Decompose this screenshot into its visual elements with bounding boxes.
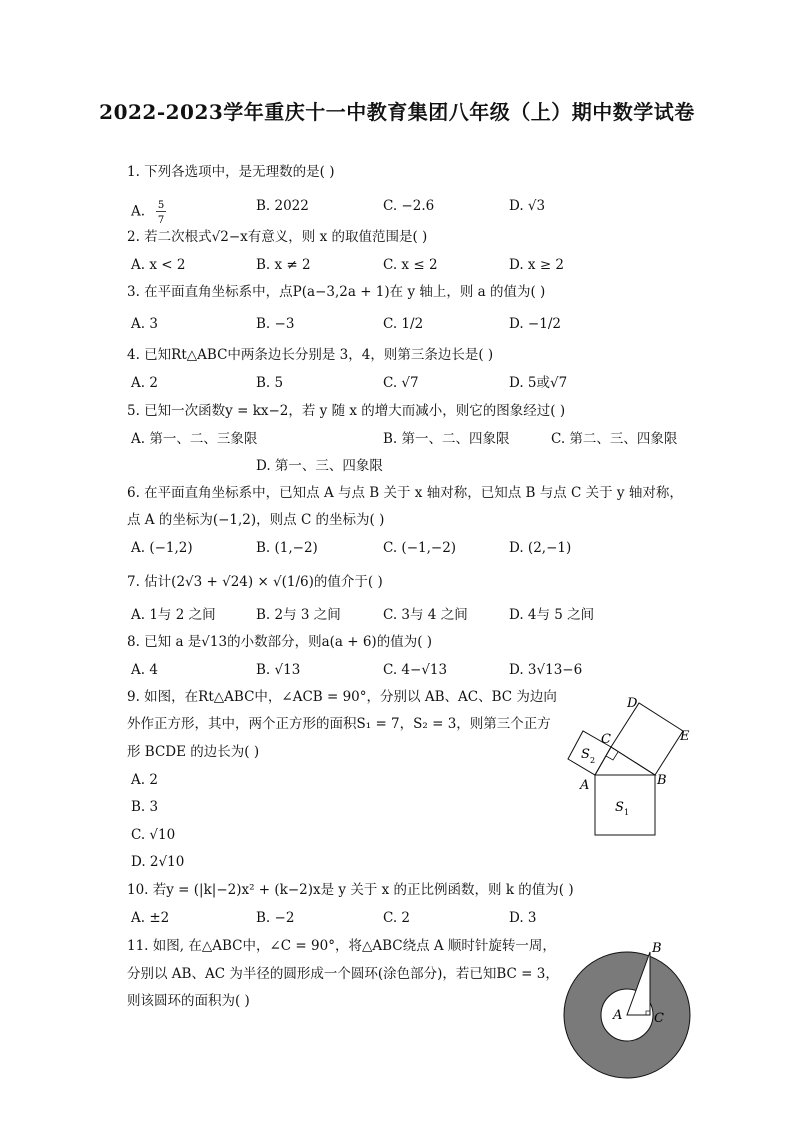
q1-option-c[interactable]: C. −2.6 [383, 198, 435, 214]
label-c: C [601, 732, 611, 747]
q9-option-a[interactable]: A. 2 [131, 772, 158, 788]
question-6-stem-line2: 点 A 的坐标为(−1,2)，则点 C 的坐标为( ) [127, 512, 385, 528]
svg-text:5: 5 [157, 200, 164, 211]
q6-option-b[interactable]: B. (1,−2) [256, 540, 318, 556]
question-8-stem: 8. 已知 a 是√13的小数部分，则a(a + 6)的值为( ) [127, 634, 433, 650]
q8-option-a[interactable]: A. 4 [131, 662, 158, 678]
q4-option-c[interactable]: C. √7 [383, 375, 419, 391]
label-c-2: C [654, 1011, 664, 1026]
q1-fraction [154, 197, 168, 227]
label-s1-sub: 1 [624, 808, 630, 817]
question-10-stem: 10. 若y = (|k|−2)x² + (k−2)x是 y 关于 x 的正比例函数，则 k 的值为( ) [127, 882, 574, 898]
question-9-stem-line2: 外作正方形，其中，两个正方形的面积S₁ = 7，S₂ = 3，则第三个正方 [127, 716, 551, 732]
question-9-stem-line3: 形 BCDE 的边长为( ) [127, 744, 260, 760]
q6-option-c[interactable]: C. (−1,−2) [383, 540, 457, 556]
q7-option-a[interactable]: A. 1与 2 之间 [131, 607, 216, 623]
q5-option-a[interactable]: A. 第一、二、三象限 [131, 431, 258, 447]
q9-option-b[interactable]: B. 3 [131, 799, 159, 815]
q6-option-d[interactable]: D. (2,−1) [509, 540, 572, 556]
q8-option-b[interactable]: B. √13 [256, 662, 301, 678]
question-3-stem: 3. 在平面直角坐标系中，点P(a−3,2a + 1)在 y 轴上，则 a 的值为( ) [127, 284, 546, 300]
q2-option-a[interactable]: A. x < 2 [131, 257, 186, 273]
question-9-stem-line1: 9. 如图，在Rt△ABC中，∠ACB = 90°，分别以 AB、AC、BC 为边向 [127, 689, 557, 705]
label-s2: S [581, 747, 590, 762]
q4-option-a[interactable]: A. 2 [131, 375, 158, 391]
q2-option-b[interactable]: B. x ≠ 2 [256, 257, 311, 273]
q11-figure-annulus [560, 940, 700, 1090]
question-2-stem: 2. 若二次根式√2−x有意义，则 x 的取值范围是( ) [127, 229, 428, 245]
label-d: D [627, 696, 638, 711]
exam-title: 2022-2023学年重庆十一中教育集团八年级（上）期中数学试卷 [99, 100, 695, 124]
question-7-stem: 7. 估计(2√3 + √24) × √(1/6)的值介于( ) [127, 574, 383, 590]
q2-option-d[interactable]: D. x ≥ 2 [509, 257, 565, 273]
label-s2-sub: 2 [590, 756, 596, 765]
q10-option-c[interactable]: C. 2 [383, 910, 411, 926]
q5-option-b[interactable]: B. 第一、二、四象限 [383, 431, 510, 447]
q3-option-d[interactable]: D. −1/2 [509, 316, 561, 332]
q1-option-d[interactable]: D. √3 [509, 198, 546, 214]
label-b: B [657, 773, 667, 788]
q7-option-c[interactable]: C. 3与 4 之间 [383, 607, 468, 623]
q8-option-d[interactable]: D. 3√13−6 [509, 662, 583, 678]
question-6-stem-line1: 6. 在平面直角坐标系中，已知点 A 与点 B 关于 x 轴对称，已知点 B 与点 C 关于 y 轴对称， [127, 485, 683, 501]
q2-option-c[interactable]: C. x ≤ 2 [383, 257, 438, 273]
q10-option-b[interactable]: B. −2 [256, 910, 295, 926]
q9-option-d[interactable]: D. 2√10 [131, 854, 185, 870]
q8-option-c[interactable]: C. 4−√13 [383, 662, 448, 678]
q3-option-b[interactable]: B. −3 [256, 316, 295, 332]
q10-option-d[interactable]: D. 3 [509, 910, 537, 926]
q5-option-d[interactable]: D. 第一、三、四象限 [256, 458, 383, 474]
q9-option-c[interactable]: C. √10 [131, 827, 176, 843]
question-11-stem-line3: 则该圆环的面积为( ) [127, 993, 250, 1009]
q4-option-d[interactable]: D. 5或√7 [509, 375, 568, 391]
question-11-stem-line2: 分别以 AB、AC 为半径的圆形成一个圆环(涂色部分)，若已知BC = 3， [127, 966, 559, 982]
label-e: E [680, 729, 690, 744]
square-s1 [595, 775, 655, 835]
question-5-stem: 5. 已知一次函数y = kx−2，若 y 随 x 的增大而减小，则它的图象经过( ) [127, 403, 566, 419]
q5-option-c[interactable]: C. 第二、三、四象限 [551, 431, 678, 447]
label-a-2: A [613, 1008, 623, 1023]
label-a: A [580, 778, 590, 793]
q4-option-b[interactable]: B. 5 [256, 375, 284, 391]
label-s1: S [615, 800, 624, 815]
q9-figure-squares [560, 690, 700, 840]
q7-option-d[interactable]: D. 4与 5 之间 [509, 607, 595, 623]
svg-text:7: 7 [157, 215, 164, 226]
q3-option-a[interactable]: A. 3 [131, 316, 158, 332]
q10-option-a[interactable]: A. ±2 [131, 910, 170, 926]
q1-option-b[interactable]: B. 2022 [256, 198, 309, 214]
label-b-2: B [652, 941, 662, 956]
q1-option-a[interactable]: A. 5 7 [131, 197, 168, 227]
square-bcde [611, 703, 683, 775]
triangle-abc [595, 747, 655, 775]
question-4-stem: 4. 已知Rt△ABC中两条边长分别是 3，4，则第三条边长是( ) [127, 347, 494, 363]
question-1-stem: 1. 下列各选项中，是无理数的是( ) [127, 164, 335, 180]
q7-option-b[interactable]: B. 2与 3 之间 [256, 607, 341, 623]
question-11-stem-line1: 11. 如图, 在△ABC中，∠C = 90°，将△ABC绕点 A 顺时针旋转一周， [127, 938, 556, 954]
q3-option-c[interactable]: C. 1/2 [383, 316, 424, 332]
q6-option-a[interactable]: A. (−1,2) [131, 540, 193, 556]
